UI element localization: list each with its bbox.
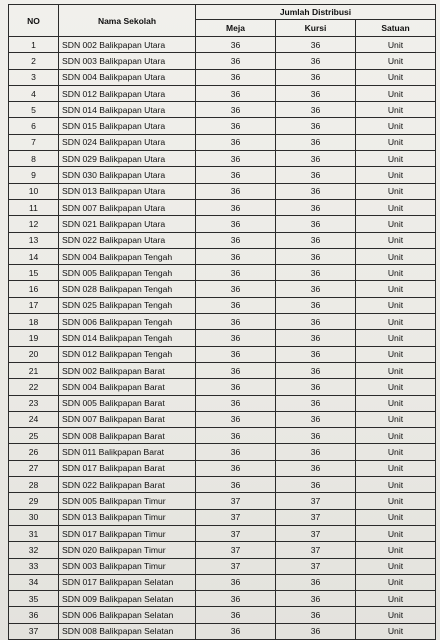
cell-no: 3 (9, 69, 59, 85)
cell-nama-sekolah: SDN 006 Balikpapan Tengah (59, 314, 196, 330)
table-row (9, 428, 436, 444)
cell-meja: 37 (196, 509, 276, 525)
cell-nama-sekolah: SDN 013 Balikpapan Timur (59, 509, 196, 525)
cell-meja: 37 (196, 525, 276, 541)
table-row (9, 102, 436, 118)
cell-kursi: 36 (276, 265, 356, 281)
cell-satuan: Unit (356, 346, 436, 362)
cell-satuan: Unit (356, 85, 436, 101)
cell-no: 34 (9, 574, 59, 590)
cell-nama-sekolah: SDN 005 Balikpapan Barat (59, 395, 196, 411)
cell-no: 25 (9, 428, 59, 444)
cell-nama-sekolah: SDN 029 Balikpapan Utara (59, 151, 196, 167)
table-row (9, 85, 436, 101)
cell-no: 24 (9, 411, 59, 427)
table-row (9, 623, 436, 639)
cell-kursi: 37 (276, 542, 356, 558)
header-jumlah-distribusi: Jumlah Distribusi (196, 5, 436, 20)
cell-nama-sekolah: SDN 005 Balikpapan Timur (59, 493, 196, 509)
header-meja: Meja (196, 20, 276, 37)
cell-kursi: 36 (276, 362, 356, 378)
cell-meja: 36 (196, 314, 276, 330)
cell-no: 10 (9, 183, 59, 199)
cell-no: 13 (9, 232, 59, 248)
cell-satuan: Unit (356, 493, 436, 509)
cell-nama-sekolah: SDN 012 Balikpapan Tengah (59, 346, 196, 362)
cell-satuan: Unit (356, 330, 436, 346)
distribution-table (8, 4, 436, 640)
table-row (9, 493, 436, 509)
table-row (9, 167, 436, 183)
cell-no: 8 (9, 151, 59, 167)
cell-meja: 36 (196, 232, 276, 248)
cell-meja: 36 (196, 297, 276, 313)
cell-no: 23 (9, 395, 59, 411)
cell-no: 5 (9, 102, 59, 118)
cell-nama-sekolah: SDN 014 Balikpapan Tengah (59, 330, 196, 346)
cell-meja: 36 (196, 37, 276, 53)
cell-nama-sekolah: SDN 003 Balikpapan Timur (59, 558, 196, 574)
header-satuan: Satuan (356, 20, 436, 37)
cell-no: 14 (9, 248, 59, 264)
cell-kursi: 36 (276, 379, 356, 395)
cell-no: 33 (9, 558, 59, 574)
cell-satuan: Unit (356, 37, 436, 53)
cell-meja: 36 (196, 118, 276, 134)
cell-kursi: 36 (276, 428, 356, 444)
cell-meja: 36 (196, 411, 276, 427)
cell-no: 31 (9, 525, 59, 541)
cell-satuan: Unit (356, 199, 436, 215)
table-row (9, 53, 436, 69)
cell-no: 4 (9, 85, 59, 101)
cell-no: 11 (9, 199, 59, 215)
cell-meja: 36 (196, 574, 276, 590)
cell-satuan: Unit (356, 134, 436, 150)
cell-meja: 37 (196, 542, 276, 558)
cell-kursi: 36 (276, 314, 356, 330)
cell-kursi: 36 (276, 69, 356, 85)
cell-no: 9 (9, 167, 59, 183)
cell-no: 29 (9, 493, 59, 509)
cell-meja: 36 (196, 134, 276, 150)
cell-no: 30 (9, 509, 59, 525)
cell-no: 20 (9, 346, 59, 362)
cell-kursi: 37 (276, 558, 356, 574)
table-row (9, 574, 436, 590)
cell-meja: 36 (196, 623, 276, 639)
cell-no: 37 (9, 623, 59, 639)
table-row (9, 232, 436, 248)
cell-kursi: 36 (276, 395, 356, 411)
cell-satuan: Unit (356, 428, 436, 444)
cell-nama-sekolah: SDN 007 Balikpapan Utara (59, 199, 196, 215)
table-row (9, 525, 436, 541)
table-row (9, 444, 436, 460)
cell-no: 7 (9, 134, 59, 150)
cell-meja: 36 (196, 444, 276, 460)
cell-meja: 36 (196, 591, 276, 607)
cell-nama-sekolah: SDN 009 Balikpapan Selatan (59, 591, 196, 607)
table-row (9, 542, 436, 558)
table-row (9, 477, 436, 493)
cell-kursi: 36 (276, 623, 356, 639)
cell-kursi: 36 (276, 85, 356, 101)
cell-no: 2 (9, 53, 59, 69)
cell-satuan: Unit (356, 118, 436, 134)
cell-meja: 36 (196, 69, 276, 85)
cell-no: 27 (9, 460, 59, 476)
table-row (9, 37, 436, 53)
cell-nama-sekolah: SDN 008 Balikpapan Selatan (59, 623, 196, 639)
cell-no: 1 (9, 37, 59, 53)
cell-nama-sekolah: SDN 022 Balikpapan Utara (59, 232, 196, 248)
cell-no: 36 (9, 607, 59, 623)
table-row (9, 134, 436, 150)
cell-no: 19 (9, 330, 59, 346)
header-no: NO (9, 5, 59, 37)
cell-kursi: 36 (276, 477, 356, 493)
cell-meja: 36 (196, 183, 276, 199)
table-row (9, 509, 436, 525)
cell-kursi: 36 (276, 199, 356, 215)
cell-no: 15 (9, 265, 59, 281)
cell-satuan: Unit (356, 232, 436, 248)
cell-meja: 36 (196, 248, 276, 264)
cell-kursi: 36 (276, 37, 356, 53)
cell-kursi: 36 (276, 330, 356, 346)
cell-satuan: Unit (356, 379, 436, 395)
cell-meja: 36 (196, 428, 276, 444)
cell-meja: 36 (196, 281, 276, 297)
cell-kursi: 36 (276, 151, 356, 167)
cell-satuan: Unit (356, 558, 436, 574)
table-row (9, 362, 436, 378)
cell-kursi: 36 (276, 53, 356, 69)
cell-nama-sekolah: SDN 017 Balikpapan Timur (59, 525, 196, 541)
cell-nama-sekolah: SDN 004 Balikpapan Barat (59, 379, 196, 395)
cell-satuan: Unit (356, 314, 436, 330)
table-row (9, 151, 436, 167)
cell-meja: 36 (196, 102, 276, 118)
cell-kursi: 36 (276, 297, 356, 313)
cell-no: 16 (9, 281, 59, 297)
cell-kursi: 36 (276, 346, 356, 362)
cell-meja: 36 (196, 379, 276, 395)
cell-kursi: 36 (276, 216, 356, 232)
cell-kursi: 36 (276, 134, 356, 150)
cell-nama-sekolah: SDN 005 Balikpapan Tengah (59, 265, 196, 281)
cell-kursi: 36 (276, 607, 356, 623)
table-row (9, 330, 436, 346)
cell-kursi: 36 (276, 102, 356, 118)
cell-kursi: 36 (276, 574, 356, 590)
table-row (9, 314, 436, 330)
cell-nama-sekolah: SDN 030 Balikpapan Utara (59, 167, 196, 183)
cell-nama-sekolah: SDN 008 Balikpapan Barat (59, 428, 196, 444)
header-nama-sekolah: Nama Sekolah (59, 5, 196, 37)
cell-nama-sekolah: SDN 006 Balikpapan Selatan (59, 607, 196, 623)
cell-satuan: Unit (356, 444, 436, 460)
table-row (9, 183, 436, 199)
cell-meja: 36 (196, 330, 276, 346)
cell-no: 35 (9, 591, 59, 607)
table-row (9, 395, 436, 411)
cell-nama-sekolah: SDN 012 Balikpapan Utara (59, 85, 196, 101)
cell-satuan: Unit (356, 395, 436, 411)
cell-kursi: 36 (276, 460, 356, 476)
cell-nama-sekolah: SDN 013 Balikpapan Utara (59, 183, 196, 199)
cell-meja: 36 (196, 477, 276, 493)
cell-meja: 36 (196, 199, 276, 215)
table-row (9, 248, 436, 264)
cell-no: 26 (9, 444, 59, 460)
cell-kursi: 36 (276, 411, 356, 427)
cell-meja: 36 (196, 85, 276, 101)
cell-satuan: Unit (356, 574, 436, 590)
cell-kursi: 36 (276, 281, 356, 297)
cell-satuan: Unit (356, 216, 436, 232)
cell-no: 21 (9, 362, 59, 378)
cell-satuan: Unit (356, 362, 436, 378)
cell-meja: 36 (196, 346, 276, 362)
cell-meja: 36 (196, 53, 276, 69)
cell-nama-sekolah: SDN 017 Balikpapan Selatan (59, 574, 196, 590)
cell-meja: 36 (196, 395, 276, 411)
cell-kursi: 37 (276, 493, 356, 509)
cell-kursi: 36 (276, 232, 356, 248)
table-row (9, 411, 436, 427)
cell-nama-sekolah: SDN 017 Balikpapan Barat (59, 460, 196, 476)
cell-meja: 36 (196, 265, 276, 281)
cell-nama-sekolah: SDN 020 Balikpapan Timur (59, 542, 196, 558)
cell-satuan: Unit (356, 623, 436, 639)
cell-nama-sekolah: SDN 004 Balikpapan Tengah (59, 248, 196, 264)
cell-satuan: Unit (356, 265, 436, 281)
cell-nama-sekolah: SDN 007 Balikpapan Barat (59, 411, 196, 427)
cell-meja: 37 (196, 493, 276, 509)
cell-meja: 37 (196, 558, 276, 574)
cell-no: 6 (9, 118, 59, 134)
cell-meja: 36 (196, 167, 276, 183)
cell-satuan: Unit (356, 151, 436, 167)
table-row (9, 69, 436, 85)
cell-satuan: Unit (356, 591, 436, 607)
cell-satuan: Unit (356, 297, 436, 313)
cell-nama-sekolah: SDN 015 Balikpapan Utara (59, 118, 196, 134)
cell-meja: 36 (196, 362, 276, 378)
cell-kursi: 37 (276, 509, 356, 525)
cell-nama-sekolah: SDN 002 Balikpapan Utara (59, 37, 196, 53)
cell-kursi: 37 (276, 525, 356, 541)
cell-nama-sekolah: SDN 028 Balikpapan Tengah (59, 281, 196, 297)
cell-satuan: Unit (356, 607, 436, 623)
cell-satuan: Unit (356, 509, 436, 525)
header-kursi: Kursi (276, 20, 356, 37)
cell-meja: 36 (196, 607, 276, 623)
cell-kursi: 36 (276, 444, 356, 460)
cell-nama-sekolah: SDN 025 Balikpapan Tengah (59, 297, 196, 313)
cell-satuan: Unit (356, 102, 436, 118)
cell-no: 28 (9, 477, 59, 493)
cell-satuan: Unit (356, 477, 436, 493)
cell-satuan: Unit (356, 542, 436, 558)
table-row (9, 591, 436, 607)
cell-nama-sekolah: SDN 004 Balikpapan Utara (59, 69, 196, 85)
cell-no: 22 (9, 379, 59, 395)
cell-meja: 36 (196, 460, 276, 476)
cell-kursi: 36 (276, 118, 356, 134)
cell-satuan: Unit (356, 69, 436, 85)
cell-kursi: 36 (276, 248, 356, 264)
table-row (9, 297, 436, 313)
cell-no: 12 (9, 216, 59, 232)
table-row (9, 346, 436, 362)
cell-satuan: Unit (356, 167, 436, 183)
table-row (9, 265, 436, 281)
table-row (9, 558, 436, 574)
cell-satuan: Unit (356, 460, 436, 476)
cell-nama-sekolah: SDN 003 Balikpapan Utara (59, 53, 196, 69)
cell-satuan: Unit (356, 411, 436, 427)
table-row (9, 199, 436, 215)
cell-no: 17 (9, 297, 59, 313)
cell-satuan: Unit (356, 525, 436, 541)
table-row (9, 281, 436, 297)
table-row (9, 607, 436, 623)
cell-kursi: 36 (276, 183, 356, 199)
cell-nama-sekolah: SDN 011 Balikpapan Barat (59, 444, 196, 460)
cell-no: 32 (9, 542, 59, 558)
cell-satuan: Unit (356, 53, 436, 69)
table-row (9, 379, 436, 395)
table-row (9, 216, 436, 232)
cell-satuan: Unit (356, 183, 436, 199)
cell-no: 18 (9, 314, 59, 330)
cell-kursi: 36 (276, 591, 356, 607)
cell-meja: 36 (196, 216, 276, 232)
cell-satuan: Unit (356, 281, 436, 297)
cell-kursi: 36 (276, 167, 356, 183)
cell-nama-sekolah: SDN 002 Balikpapan Barat (59, 362, 196, 378)
cell-nama-sekolah: SDN 014 Balikpapan Utara (59, 102, 196, 118)
cell-nama-sekolah: SDN 022 Balikpapan Barat (59, 477, 196, 493)
table-row (9, 118, 436, 134)
cell-nama-sekolah: SDN 021 Balikpapan Utara (59, 216, 196, 232)
cell-nama-sekolah: SDN 024 Balikpapan Utara (59, 134, 196, 150)
table-row (9, 460, 436, 476)
cell-satuan: Unit (356, 248, 436, 264)
cell-meja: 36 (196, 151, 276, 167)
